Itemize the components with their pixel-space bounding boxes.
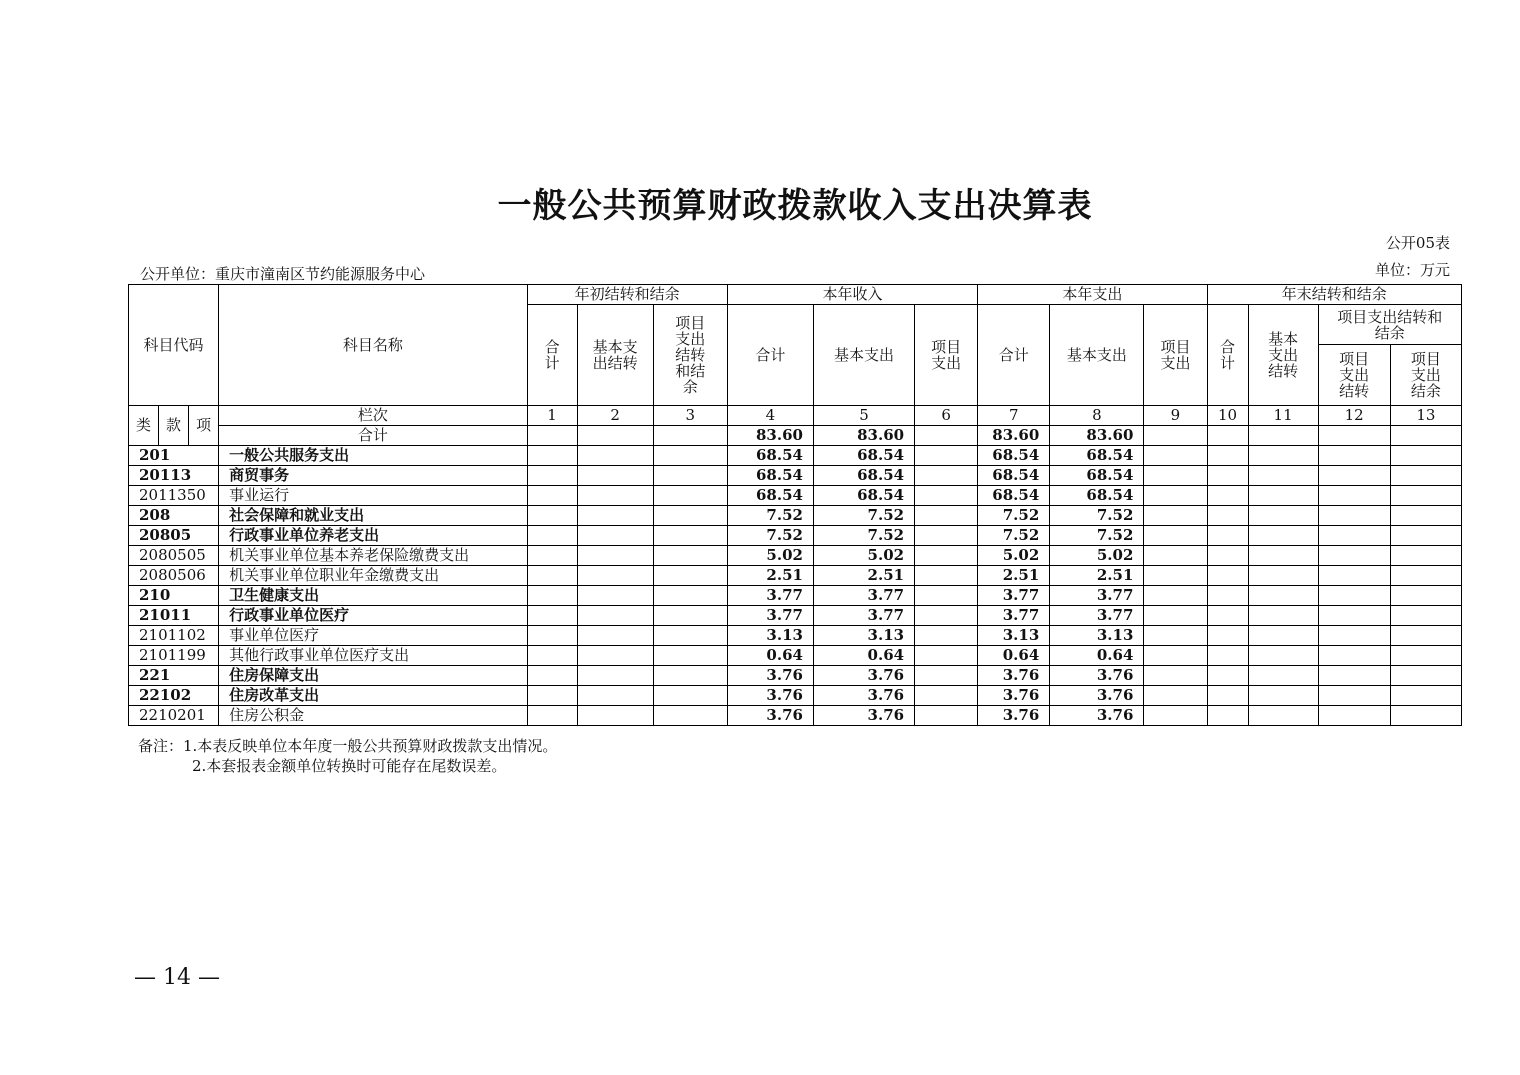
row-value-4: 0.64 (727, 646, 813, 666)
header-lanci: 栏次 (219, 406, 527, 426)
row-value-7: 3.76 (978, 706, 1050, 726)
header-income-total: 合计 (727, 305, 813, 406)
total-v7: 83.60 (978, 426, 1050, 446)
row-value-7: 68.54 (978, 486, 1050, 506)
row-value-5: 3.77 (813, 606, 914, 626)
row-value-4: 3.76 (727, 706, 813, 726)
row-value-5: 68.54 (813, 446, 914, 466)
row-code: 208 (129, 506, 219, 526)
row-value-5: 7.52 (813, 506, 914, 526)
organization-label: 公开单位：重庆市潼南区节约能源服务中心 (140, 265, 426, 283)
col-num: 2 (577, 406, 653, 426)
header-row-1 (129, 285, 1462, 305)
row-value-7: 2.51 (978, 566, 1050, 586)
row-value-7: 5.02 (978, 546, 1050, 566)
col-num: 5 (813, 406, 914, 426)
row-name: 卫生健康支出 (219, 586, 527, 606)
unit-label: 单位：万元 (1374, 261, 1450, 279)
col-num: 9 (1144, 406, 1207, 426)
row-value-7: 3.77 (978, 606, 1050, 626)
row-value-5: 3.76 (813, 686, 914, 706)
row-value-7: 0.64 (978, 646, 1050, 666)
row-name: 行政事业单位养老支出 (219, 526, 527, 546)
row-value-7: 7.52 (978, 506, 1050, 526)
header-group-opening: 年初结转和结余 (527, 285, 727, 305)
row-code: 2101199 (129, 646, 219, 666)
table-row (129, 526, 1462, 546)
row-value-4: 7.52 (727, 506, 813, 526)
row-code: 20805 (129, 526, 219, 546)
header-group-income: 本年收入 (727, 285, 977, 305)
row-name: 社会保障和就业支出 (219, 506, 527, 526)
row-value-7: 68.54 (978, 446, 1050, 466)
header-code: 科目代码 (129, 285, 219, 406)
row-value-5: 5.02 (813, 546, 914, 566)
row-value-7: 3.76 (978, 666, 1050, 686)
total-label: 合计 (219, 426, 527, 446)
header-closing-project: 项目支出结转和结余 (1318, 305, 1461, 345)
row-value-5: 68.54 (813, 466, 914, 486)
header-closing-basic: 基本支出结转 (1248, 305, 1318, 406)
row-name: 机关事业单位基本养老保险缴费支出 (219, 546, 527, 566)
table-row (129, 626, 1462, 646)
header-xiang: 项 (189, 406, 219, 446)
table-row (129, 586, 1462, 606)
table-row (129, 466, 1462, 486)
note-2: 2.本套报表金额单位转换时可能存在尾数误差。 (192, 757, 507, 775)
header-opening-basic: 基本支出结转 (577, 305, 653, 406)
row-value-5: 3.13 (813, 626, 914, 646)
header-group-expense: 本年支出 (978, 285, 1207, 305)
row-value-7: 3.77 (978, 586, 1050, 606)
row-value-4: 7.52 (727, 526, 813, 546)
row-value-4: 68.54 (727, 466, 813, 486)
col-num: 3 (653, 406, 727, 426)
row-value-7: 3.13 (978, 626, 1050, 646)
header-income-basic: 基本支出 (813, 305, 914, 406)
col-num: 8 (1050, 406, 1144, 426)
header-lei: 类 (129, 406, 159, 446)
col-num: 7 (978, 406, 1050, 426)
table-row (129, 506, 1462, 526)
row-value-7: 68.54 (978, 466, 1050, 486)
header-closing-total: 合计 (1207, 305, 1248, 406)
row-value-7: 7.52 (978, 526, 1050, 546)
row-value-8: 3.76 (1050, 686, 1144, 706)
row-value-8: 3.76 (1050, 706, 1144, 726)
row-value-5: 3.76 (813, 706, 914, 726)
row-name: 行政事业单位医疗 (219, 606, 527, 626)
table-row (129, 646, 1462, 666)
row-code: 2080505 (129, 546, 219, 566)
col-num: 10 (1207, 406, 1248, 426)
row-value-5: 3.77 (813, 586, 914, 606)
row-value-4: 5.02 (727, 546, 813, 566)
row-value-4: 3.76 (727, 686, 813, 706)
row-value-4: 2.51 (727, 566, 813, 586)
col-num: 12 (1318, 406, 1390, 426)
header-expense-project: 项目支出 (1144, 305, 1207, 406)
row-value-4: 3.77 (727, 606, 813, 626)
table-row (129, 446, 1462, 466)
row-value-8: 0.64 (1050, 646, 1144, 666)
total-row (129, 426, 1462, 446)
row-value-8: 7.52 (1050, 526, 1144, 546)
row-value-8: 5.02 (1050, 546, 1144, 566)
row-code: 2210201 (129, 706, 219, 726)
row-code: 2011350 (129, 486, 219, 506)
table-number: 公开05表 (1385, 234, 1450, 252)
row-value-5: 7.52 (813, 526, 914, 546)
header-opening-project: 项目支出结转和结余 (653, 305, 727, 406)
page-number: — 14 — (134, 965, 220, 990)
header-kuan: 款 (159, 406, 189, 446)
row-name: 机关事业单位职业年金缴费支出 (219, 566, 527, 586)
header-group-closing: 年末结转和结余 (1207, 285, 1462, 305)
column-index-row (129, 406, 1462, 426)
total-v5: 83.60 (813, 426, 914, 446)
row-name: 事业单位医疗 (219, 626, 527, 646)
table-row (129, 686, 1462, 706)
row-value-8: 68.54 (1050, 486, 1144, 506)
row-value-8: 2.51 (1050, 566, 1144, 586)
row-name: 住房保障支出 (219, 666, 527, 686)
table-row (129, 666, 1462, 686)
col-num: 11 (1248, 406, 1318, 426)
header-opening-total: 合计 (527, 305, 577, 406)
row-value-8: 7.52 (1050, 506, 1144, 526)
row-value-4: 3.76 (727, 666, 813, 686)
row-value-8: 68.54 (1050, 446, 1144, 466)
header-closing-project-surplus: 项目支出结余 (1390, 345, 1461, 406)
row-code: 210 (129, 586, 219, 606)
row-code: 2080506 (129, 566, 219, 586)
row-code: 22102 (129, 686, 219, 706)
col-num: 6 (915, 406, 978, 426)
header-income-project: 项目支出 (915, 305, 978, 406)
header-expense-total: 合计 (978, 305, 1050, 406)
table-row (129, 546, 1462, 566)
page-title: 一般公共预算财政拨款收入支出决算表 (497, 186, 1093, 226)
note-1: 备注：1.本表反映单位本年度一般公共预算财政拨款支出情况。 (138, 737, 558, 755)
col-num: 1 (527, 406, 577, 426)
row-value-7: 3.76 (978, 686, 1050, 706)
row-code: 21011 (129, 606, 219, 626)
col-num: 13 (1390, 406, 1461, 426)
row-value-4: 68.54 (727, 486, 813, 506)
table-row (129, 606, 1462, 626)
row-value-8: 68.54 (1050, 466, 1144, 486)
header-name: 科目名称 (219, 285, 527, 406)
table-row (129, 706, 1462, 726)
col-num: 4 (727, 406, 813, 426)
total-v4: 83.60 (727, 426, 813, 446)
row-value-8: 3.77 (1050, 606, 1144, 626)
row-name: 其他行政事业单位医疗支出 (219, 646, 527, 666)
row-value-4: 3.77 (727, 586, 813, 606)
notes (138, 736, 557, 776)
budget-table (128, 284, 1462, 726)
row-value-8: 3.76 (1050, 666, 1144, 686)
table-row (129, 486, 1462, 506)
row-code: 2101102 (129, 626, 219, 646)
row-code: 20113 (129, 466, 219, 486)
row-value-8: 3.13 (1050, 626, 1144, 646)
row-value-4: 3.13 (727, 626, 813, 646)
row-value-5: 2.51 (813, 566, 914, 586)
row-value-4: 68.54 (727, 446, 813, 466)
header-closing-project-carry: 项目支出结转 (1318, 345, 1390, 406)
row-name: 事业运行 (219, 486, 527, 506)
row-code: 201 (129, 446, 219, 466)
header-expense-basic: 基本支出 (1050, 305, 1144, 406)
row-code: 221 (129, 666, 219, 686)
row-value-5: 0.64 (813, 646, 914, 666)
row-name: 一般公共服务支出 (219, 446, 527, 466)
row-name: 住房公积金 (219, 706, 527, 726)
row-value-8: 3.77 (1050, 586, 1144, 606)
row-value-5: 3.76 (813, 666, 914, 686)
total-v8: 83.60 (1050, 426, 1144, 446)
table-row (129, 566, 1462, 586)
row-name: 住房改革支出 (219, 686, 527, 706)
row-value-5: 68.54 (813, 486, 914, 506)
row-name: 商贸事务 (219, 466, 527, 486)
